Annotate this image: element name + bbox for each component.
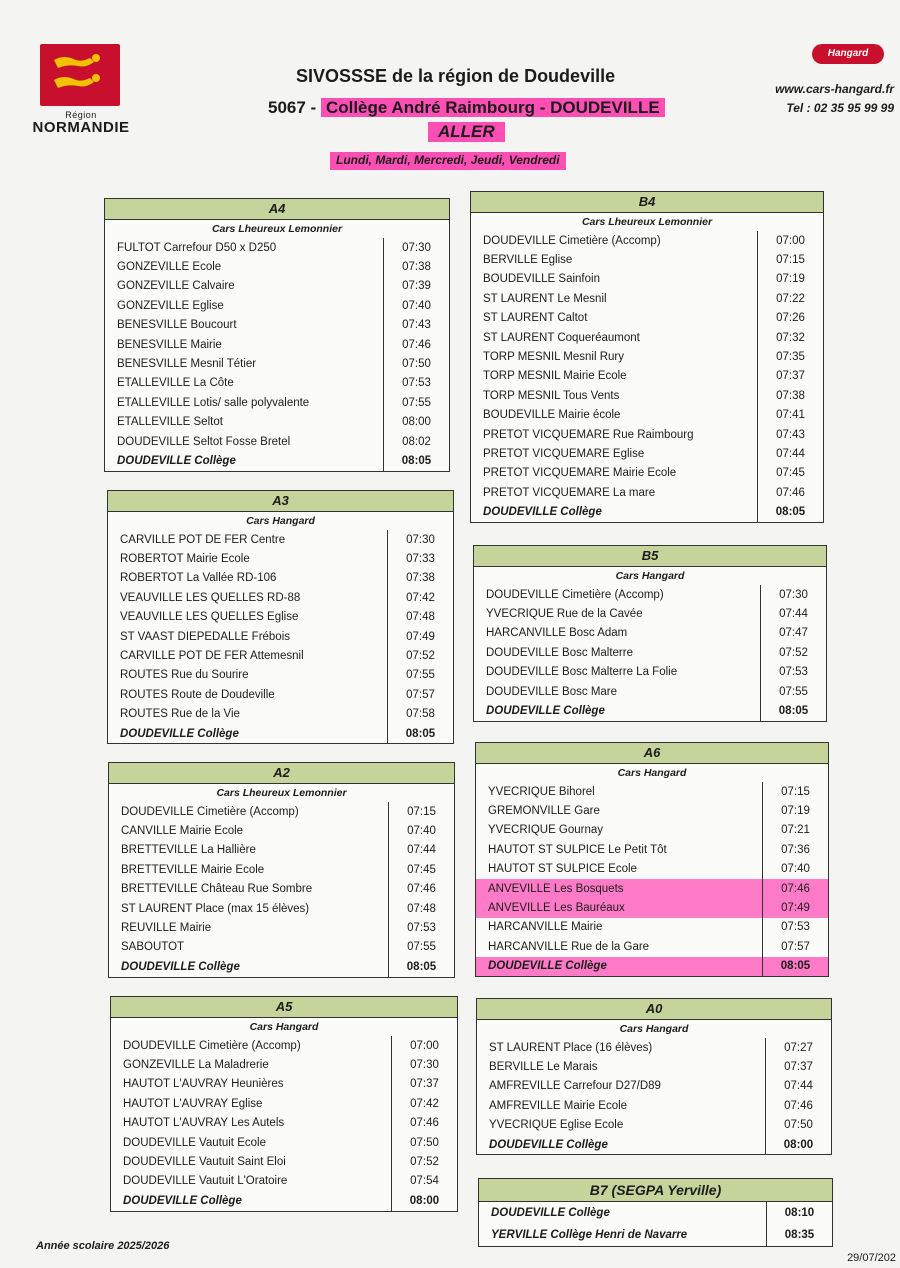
stop-name: SABOUTOT	[121, 941, 185, 954]
school-name: Collège André Raimbourg - DOUDEVILLE	[321, 98, 665, 117]
stop-row	[108, 608, 453, 627]
stop-row	[471, 464, 823, 483]
region-name: NORMANDIE	[32, 119, 130, 136]
stop-name: YVECRIQUE Eglise Ecole	[489, 1119, 624, 1132]
stop-name: ANVEVILLE Les Bauréaux	[476, 898, 763, 917]
stop-name: DOUDEVILLE Cimetière (Accomp)	[123, 1039, 301, 1052]
final-stop-row	[476, 957, 828, 976]
route-name: B7 (SEGPA Yerville)	[479, 1179, 832, 1202]
stop-name: HAUTOT L'AUVRAY Les Autels	[123, 1117, 285, 1130]
stop-time: 08:00	[384, 413, 450, 432]
normandy-flag-icon	[40, 44, 120, 106]
stop-row	[108, 627, 453, 646]
stop-row	[105, 257, 449, 276]
route-table-a6	[475, 742, 829, 977]
stops-table	[109, 802, 454, 977]
stop-time: 07:53	[763, 918, 829, 937]
stop-name: GONZEVILLE La Maladrerie	[123, 1059, 269, 1072]
stop-name: ROUTES Rue de la Vie	[120, 708, 240, 721]
stop-row	[471, 270, 823, 289]
stop-name: HAUTOT ST SULPICE Le Petit Tôt	[488, 843, 667, 856]
stop-row	[108, 646, 453, 665]
school-year: Année scolaire 2025/2026	[36, 1240, 170, 1252]
stop-row	[476, 860, 828, 879]
route-table-a3	[107, 490, 454, 744]
stop-name: YVECRIQUE Rue de la Cavée	[486, 608, 643, 621]
stop-name: BOUDEVILLE Mairie école	[483, 409, 621, 422]
stop-time: 07:44	[761, 604, 827, 623]
stop-time: 07:22	[758, 289, 824, 308]
stop-name: BRETTEVILLE Château Rue Sombre	[121, 883, 313, 896]
stop-name: CANVILLE Mairie Ecole	[121, 825, 244, 838]
stop-row	[474, 585, 826, 604]
stop-time: 07:48	[389, 899, 455, 918]
stop-time: 07:46	[392, 1114, 458, 1133]
stop-name: TORP MESNIL Tous Vents	[483, 389, 620, 402]
bus-company: Cars Lheureux Lemonnier	[216, 787, 347, 799]
stop-time: 07:48	[388, 608, 454, 627]
stop-time: 07:57	[763, 937, 829, 956]
stop-row	[109, 938, 454, 957]
stop-name: YVECRIQUE Gournay	[488, 824, 604, 837]
stop-time: 07:47	[761, 624, 827, 643]
stops-table	[471, 231, 823, 522]
stop-row	[476, 937, 828, 956]
stop-row	[111, 1036, 457, 1055]
website-text: www.cars-hangard.fr	[775, 82, 894, 96]
stop-time: 07:19	[763, 801, 829, 820]
stop-time: 07:49	[763, 898, 829, 917]
stop-name: AMFREVILLE Mairie Ecole	[489, 1099, 628, 1112]
stop-row	[476, 782, 828, 801]
stop-time: 08:00	[766, 1135, 832, 1154]
stop-name: TORP MESNIL Mairie Ecole	[483, 370, 627, 383]
stop-name: ST LAURENT Le Mesnil	[483, 292, 607, 305]
stop-row	[477, 1096, 831, 1115]
stop-time: 07:57	[388, 685, 454, 704]
route-name: A6	[476, 743, 828, 764]
stop-time: 07:30	[388, 530, 454, 549]
stop-time: 07:30	[384, 238, 450, 257]
stop-row	[476, 821, 828, 840]
stop-time: 07:15	[763, 782, 829, 801]
stop-name: DOUDEVILLE Vautuit Saint Eloi	[123, 1156, 286, 1169]
stop-row	[105, 316, 449, 335]
stop-time: 07:42	[392, 1094, 458, 1113]
stop-row	[108, 685, 453, 704]
hangard-logo: Hangard	[812, 44, 884, 64]
stop-row	[477, 1057, 831, 1076]
stop-time: 07:15	[389, 802, 455, 821]
stop-row	[471, 289, 823, 308]
stop-row	[109, 841, 454, 860]
stop-name: DOUDEVILLE Cimetière (Accomp)	[483, 234, 661, 247]
stop-name: DOUDEVILLE Collège	[486, 705, 605, 718]
stop-name: YERVILLE Collège Henri de Navarre	[491, 1229, 688, 1241]
stop-name: GONZEVILLE Ecole	[117, 261, 222, 274]
stop-time: 07:33	[388, 549, 454, 568]
stop-name: ROBERTOT Mairie Ecole	[120, 553, 250, 566]
route-table-a0	[476, 998, 832, 1155]
stop-name: DOUDEVILLE Collège	[120, 727, 239, 740]
stop-name: ROUTES Route de Doudeville	[120, 688, 275, 701]
stop-row	[105, 238, 449, 257]
stop-name: BERVILLE Le Marais	[489, 1061, 598, 1074]
stop-time: 07:55	[761, 682, 827, 701]
stop-row	[108, 549, 453, 568]
stop-row	[105, 277, 449, 296]
stop-name: DOUDEVILLE Collège	[123, 1194, 242, 1207]
stop-row	[477, 1038, 831, 1057]
stop-time: 08:10	[767, 1202, 833, 1224]
stop-time: 07:44	[758, 444, 824, 463]
stop-row	[111, 1055, 457, 1074]
stop-row	[108, 569, 453, 588]
stop-time: 08:05	[761, 701, 827, 720]
stop-name: PRETOT VICQUEMARE Eglise	[483, 447, 645, 460]
stops-table	[105, 238, 449, 471]
bus-company: Cars Hangard	[617, 767, 687, 779]
stop-name: HARCANVILLE Rue de la Gare	[488, 940, 650, 953]
stop-row	[471, 328, 823, 347]
stop-row	[109, 821, 454, 840]
stop-row	[474, 624, 826, 643]
stop-name: ANVEVILLE Les Bosquets	[476, 879, 763, 898]
stop-row	[471, 347, 823, 366]
bus-company: Cars Hangard	[619, 1023, 689, 1035]
stop-time: 07:55	[389, 938, 455, 957]
stop-time: 07:46	[758, 483, 824, 502]
stop-name: DOUDEVILLE Bosc Mare	[486, 685, 618, 698]
stop-time: 07:27	[766, 1038, 832, 1057]
stop-name: ETALLEVILLE La Côte	[117, 377, 234, 390]
stop-name: VEAUVILLE LES QUELLES Eglise	[120, 611, 299, 624]
bus-company: Cars Hangard	[615, 570, 685, 582]
stop-row	[111, 1152, 457, 1171]
stop-time: 07:44	[766, 1077, 832, 1096]
stop-time: 07:52	[761, 643, 827, 662]
final-stop-row	[108, 724, 453, 743]
bus-company: Cars Hangard	[249, 1021, 319, 1033]
route-table-a5	[110, 996, 458, 1212]
stop-name: CARVILLE POT DE FER Attemesnil	[120, 650, 304, 663]
stop-row	[471, 250, 823, 269]
stop-time: 07:39	[384, 277, 450, 296]
route-name: A0	[477, 999, 831, 1020]
stop-name: DOUDEVILLE Collège	[489, 1138, 608, 1151]
stop-time: 07:44	[389, 841, 455, 860]
region-normandie-logo	[22, 44, 140, 136]
route-name: A5	[111, 997, 457, 1018]
stop-time: 08:05	[389, 957, 455, 976]
stop-time: 07:55	[384, 393, 450, 412]
final-stop-row	[474, 701, 826, 720]
stops-table	[477, 1038, 831, 1154]
stop-row	[474, 682, 826, 701]
stop-time: 07:53	[761, 663, 827, 682]
stop-row	[105, 374, 449, 393]
stop-row	[108, 705, 453, 724]
stop-time: 07:58	[388, 705, 454, 724]
stop-name: DOUDEVILLE Seltot Fosse Bretel	[117, 435, 291, 448]
stop-name: VEAUVILLE LES QUELLES RD-88	[120, 591, 301, 604]
stop-time: 07:40	[763, 860, 829, 879]
stop-time: 08:02	[384, 432, 450, 451]
stop-time: 07:00	[758, 231, 824, 250]
stops-table	[111, 1036, 457, 1211]
stop-name: ST LAURENT Caltot	[483, 312, 588, 325]
stop-name: GONZEVILLE Eglise	[117, 299, 224, 312]
stop-time: 08:35	[767, 1224, 833, 1246]
stop-row	[476, 840, 828, 859]
stop-row	[108, 666, 453, 685]
stop-time: 07:38	[384, 257, 450, 276]
stop-name: ROUTES Rue du Sourire	[120, 669, 249, 682]
stop-row	[109, 802, 454, 821]
stop-time: 07:41	[758, 406, 824, 425]
final-stop-row	[479, 1224, 832, 1246]
stop-row	[105, 393, 449, 412]
stop-time: 08:00	[392, 1191, 458, 1210]
stop-name: DOUDEVILLE Cimetière (Accomp)	[121, 805, 299, 818]
stop-time: 07:46	[384, 335, 450, 354]
route-name: A3	[108, 491, 453, 512]
stops-table	[474, 585, 826, 721]
stop-name: GREMONVILLE Gare	[488, 805, 600, 818]
page-title: SIVOSSSE de la région de Doudeville	[296, 66, 616, 86]
stop-time: 08:05	[763, 957, 829, 976]
print-date: 29/07/202	[847, 1252, 896, 1264]
stop-name: YVECRIQUE Bihorel	[488, 785, 595, 798]
stops-table	[476, 782, 828, 976]
route-name: B5	[474, 546, 826, 567]
stop-time: 08:05	[384, 451, 450, 470]
stop-time: 07:43	[384, 316, 450, 335]
stop-row	[474, 663, 826, 682]
stop-name: ST LAURENT Place (max 15 élèves)	[121, 902, 310, 915]
route-table-b7	[478, 1178, 833, 1247]
stop-name: ETALLEVILLE Seltot	[117, 416, 223, 429]
stop-time: 07:37	[758, 367, 824, 386]
stop-name: DOUDEVILLE Bosc Malterre	[486, 646, 633, 659]
stop-name: BERVILLE Eglise	[483, 254, 573, 267]
final-stop-row	[479, 1202, 832, 1224]
stop-time: 07:21	[763, 821, 829, 840]
phone-text: Tel : 02 35 95 99 99	[786, 101, 894, 115]
route-name: A2	[109, 763, 454, 784]
stop-row	[111, 1114, 457, 1133]
stop-row	[111, 1075, 457, 1094]
stop-time: 07:50	[384, 354, 450, 373]
stop-name: HARCANVILLE Mairie	[488, 921, 603, 934]
stop-row	[108, 530, 453, 549]
stop-name: DOUDEVILLE Collège	[483, 506, 602, 519]
stop-name: DOUDEVILLE Collège	[121, 960, 240, 973]
stop-time: 07:35	[758, 347, 824, 366]
stop-row	[111, 1133, 457, 1152]
stop-name: PRETOT VICQUEMARE Mairie Ecole	[483, 467, 677, 480]
stop-name: HARCANVILLE Bosc Adam	[486, 627, 628, 640]
route-table-a4	[104, 198, 450, 472]
stop-row	[105, 413, 449, 432]
stop-time: 07:50	[766, 1116, 832, 1135]
stop-row	[109, 899, 454, 918]
stop-row	[474, 604, 826, 623]
stop-name: DOUDEVILLE Collège	[117, 454, 236, 467]
stop-time: 07:54	[392, 1172, 458, 1191]
bus-company: Cars Hangard	[246, 515, 315, 527]
stop-time: 07:32	[758, 328, 824, 347]
stop-row	[471, 483, 823, 502]
stop-time: 07:37	[392, 1075, 458, 1094]
stop-name: BRETTEVILLE Mairie Ecole	[121, 863, 265, 876]
stop-row	[111, 1172, 457, 1191]
stop-time: 07:46	[766, 1096, 832, 1115]
stop-name: BENESVILLE Boucourt	[117, 319, 237, 332]
stop-row	[477, 1077, 831, 1096]
stop-name: ETALLEVILLE Lotis/ salle polyvalente	[117, 396, 310, 409]
stop-row	[105, 432, 449, 451]
stop-name: DOUDEVILLE Bosc Malterre La Folie	[486, 666, 678, 679]
stop-name: CARVILLE POT DE FER Centre	[120, 533, 286, 546]
stop-time: 07:45	[389, 860, 455, 879]
stop-name: ST LAURENT Place (16 élèves)	[489, 1041, 653, 1054]
stop-row	[111, 1094, 457, 1113]
stop-row	[109, 880, 454, 899]
stop-row	[109, 860, 454, 879]
stop-name: HAUTOT L'AUVRAY Heunières	[123, 1078, 284, 1091]
stop-time: 07:52	[392, 1152, 458, 1171]
stop-name: ST VAAST DIEPEDALLE Frébois	[120, 630, 291, 643]
stop-time: 07:26	[758, 309, 824, 328]
stop-row	[105, 296, 449, 315]
stop-row	[476, 918, 828, 937]
stop-time: 07:19	[758, 270, 824, 289]
stop-name: DOUDEVILLE Vautuit Ecole	[123, 1136, 266, 1149]
stop-row	[476, 879, 828, 898]
stop-time: 07:43	[758, 425, 824, 444]
stop-row	[471, 309, 823, 328]
stop-row	[109, 918, 454, 937]
stop-time: 07:46	[389, 880, 455, 899]
stops-table	[479, 1202, 832, 1246]
stop-row	[476, 898, 828, 917]
stop-name: AMFREVILLE Carrefour D27/D89	[489, 1080, 661, 1093]
stop-row	[474, 643, 826, 662]
stop-name: HAUTOT L'AUVRAY Eglise	[123, 1097, 263, 1110]
stop-name: ROBERTOT La Vallée RD-106	[120, 572, 277, 585]
region-label: Région	[65, 110, 97, 120]
stop-time: 07:30	[392, 1055, 458, 1074]
route-name: B4	[471, 192, 823, 213]
final-stop-row	[471, 502, 823, 521]
stop-name: DOUDEVILLE Vautuit L'Oratoire	[123, 1175, 288, 1188]
stop-time: 07:00	[392, 1036, 458, 1055]
stop-row	[471, 425, 823, 444]
final-stop-row	[477, 1135, 831, 1154]
route-table-a2	[108, 762, 455, 978]
stop-name: DOUDEVILLE Collège	[491, 1207, 610, 1219]
final-stop-row	[105, 451, 449, 470]
stop-row	[471, 444, 823, 463]
school-line	[268, 98, 665, 118]
stop-name: REUVILLE Mairie	[121, 922, 212, 935]
stop-time: 07:40	[384, 296, 450, 315]
bus-company: Cars Lheureux Lemonnier	[581, 216, 713, 228]
school-code: 5067 -	[268, 98, 317, 117]
stop-row	[471, 367, 823, 386]
final-stop-row	[111, 1191, 457, 1210]
stop-time: 07:53	[384, 374, 450, 393]
stop-row	[476, 801, 828, 820]
stop-time: 07:45	[758, 464, 824, 483]
stop-name: BOUDEVILLE Sainfoin	[483, 273, 600, 286]
stop-row	[108, 588, 453, 607]
stop-time: 07:49	[388, 627, 454, 646]
stop-time: 07:40	[389, 821, 455, 840]
stop-name: ST LAURENT Coqueréaumont	[483, 331, 640, 344]
stop-time: 07:37	[766, 1057, 832, 1076]
stop-name: HAUTOT ST SULPICE Ecole	[488, 863, 637, 876]
days-label: Lundi, Mardi, Mercredi, Jeudi, Vendredi	[330, 152, 566, 170]
stop-time: 07:15	[758, 250, 824, 269]
bus-company: Cars Lheureux Lemonnier	[211, 223, 343, 235]
stop-row	[471, 406, 823, 425]
stops-table	[108, 530, 453, 743]
stop-time: 07:30	[761, 585, 827, 604]
stop-time: 07:50	[392, 1133, 458, 1152]
stop-row	[105, 335, 449, 354]
stop-name: GONZEVILLE Calvaire	[117, 280, 235, 293]
stop-name: PRETOT VICQUEMARE Rue Raimbourg	[483, 428, 694, 441]
stop-name: PRETOT VICQUEMARE La mare	[483, 486, 656, 499]
final-stop-row	[109, 957, 454, 976]
route-table-b5	[473, 545, 827, 722]
stop-time: 07:38	[758, 386, 824, 405]
stop-row	[471, 386, 823, 405]
stop-time: 07:36	[763, 840, 829, 859]
stop-time: 07:46	[763, 879, 829, 898]
route-table-b4	[470, 191, 824, 523]
stop-time: 07:38	[388, 569, 454, 588]
stop-name: BENESVILLE Mesnil Tétier	[117, 358, 257, 371]
stop-time: 07:53	[389, 918, 455, 937]
stop-name: BRETTEVILLE La Hallière	[121, 844, 256, 857]
stop-name: FULTOT Carrefour D50 x D250	[117, 241, 277, 254]
stop-time: 08:05	[388, 724, 454, 743]
stop-name: DOUDEVILLE Collège	[476, 957, 763, 976]
direction-label: ALLER	[428, 122, 505, 142]
stop-name: BENESVILLE Mairie	[117, 338, 222, 351]
stop-name: DOUDEVILLE Cimetière (Accomp)	[486, 588, 664, 601]
stop-time: 07:55	[388, 666, 454, 685]
stop-time: 07:42	[388, 588, 454, 607]
stop-row	[477, 1116, 831, 1135]
stop-time: 08:05	[758, 502, 824, 521]
stop-row	[105, 354, 449, 373]
stop-time: 07:52	[388, 646, 454, 665]
stop-row	[471, 231, 823, 250]
stop-name: TORP MESNIL Mesnil Rury	[483, 351, 625, 364]
route-name: A4	[105, 199, 449, 220]
